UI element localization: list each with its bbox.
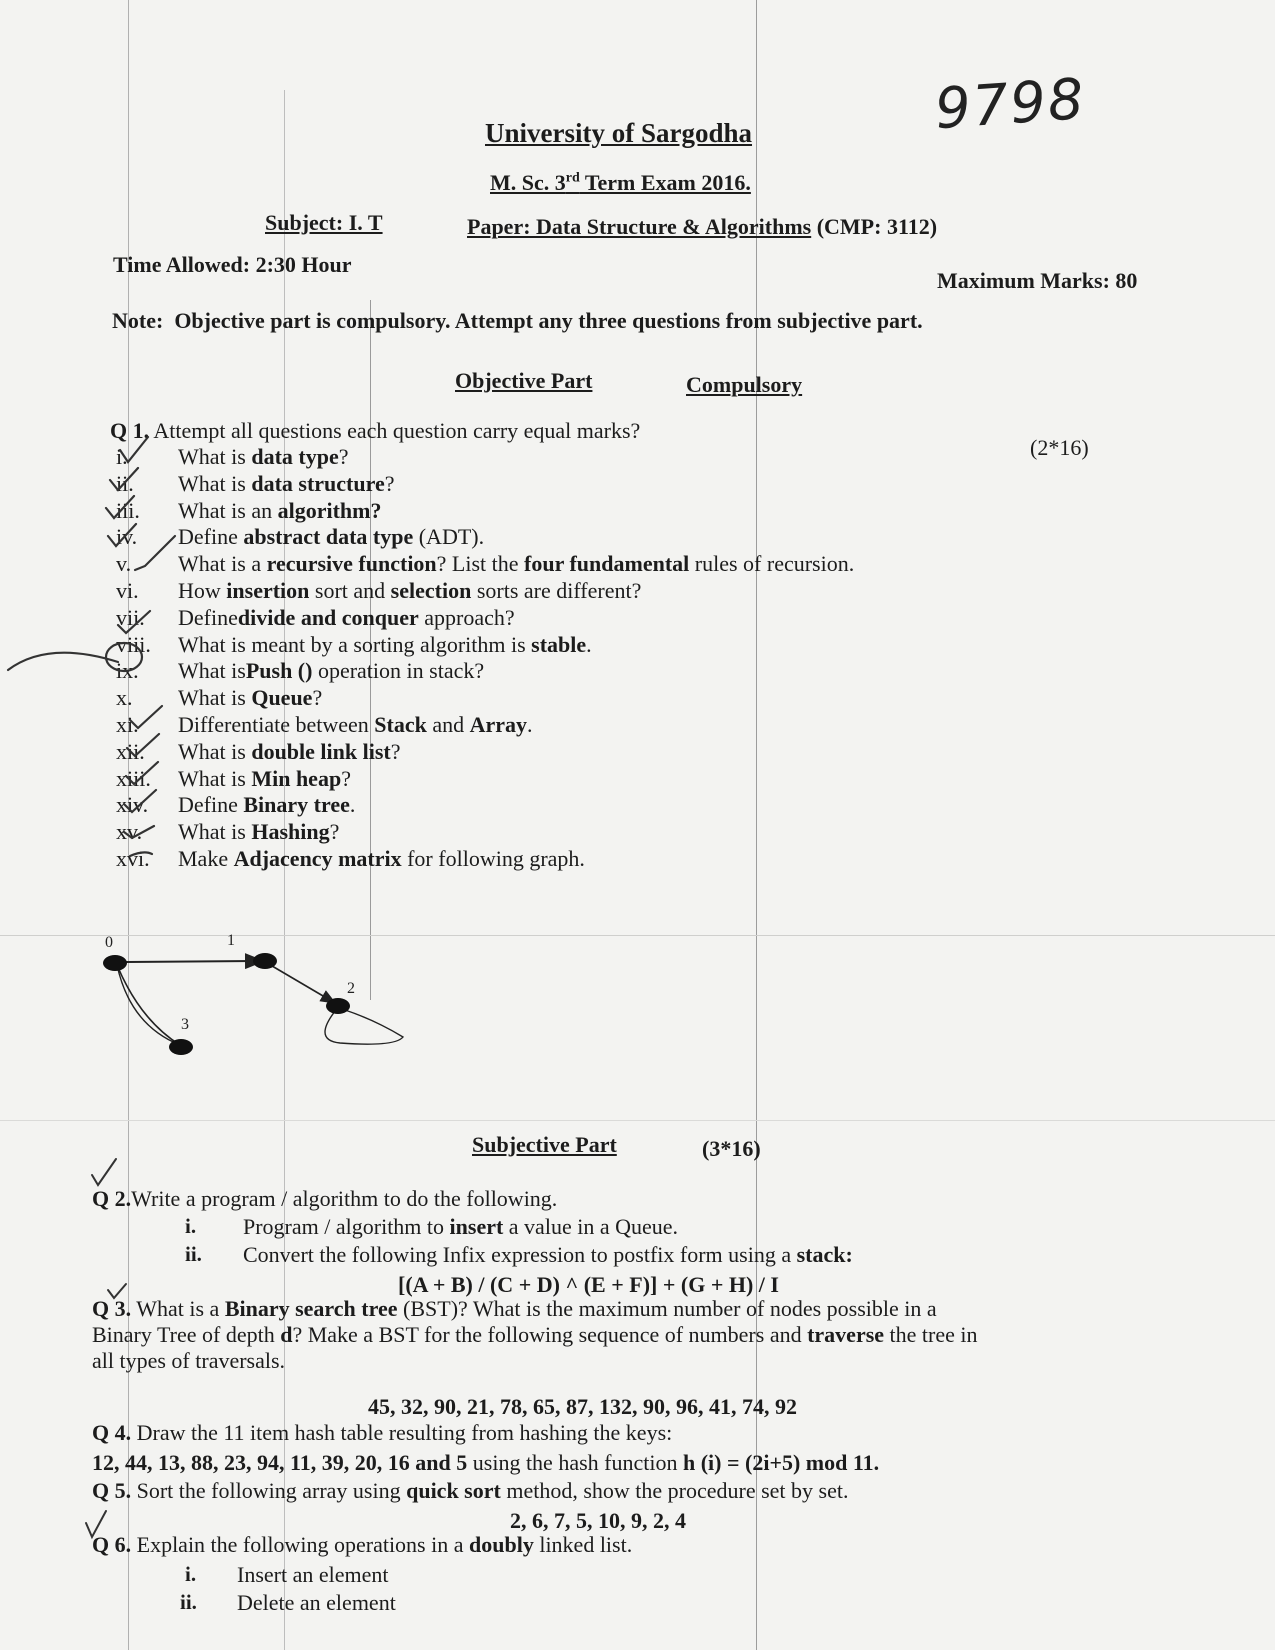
text-run: What is an [178, 497, 278, 523]
text-run: What is [178, 765, 252, 791]
text-run: four fundamental [524, 551, 690, 577]
q5-array: 2, 6, 7, 5, 10, 9, 2, 4 [510, 1508, 686, 1533]
text-run: recursive function [266, 551, 437, 577]
question-number: xvi. [116, 846, 150, 871]
graph-node-0 [103, 955, 127, 971]
maximum-marks: Maximum Marks: 80 [937, 268, 1138, 293]
text-run: Define [178, 524, 244, 550]
text-run: What is [178, 470, 252, 496]
text-run: ? Make a BST for the following sequence of numbers and [292, 1322, 808, 1347]
compulsory-heading: Compulsory [686, 372, 803, 397]
text-run: Convert the following Infix expression to postfix form using a [243, 1242, 797, 1267]
q4-line2 [92, 1450, 879, 1476]
question-number: ix. [116, 658, 139, 684]
time-allowed: Time Allowed: 2:30 Hour [113, 252, 352, 277]
graph-node-1 [253, 953, 277, 969]
question-number: xiii. [116, 765, 151, 791]
text-run: insertion [226, 578, 310, 603]
text-run: Queue [251, 685, 313, 711]
text-run: What is [178, 444, 252, 469]
graph-label-3: 3 [181, 1016, 189, 1033]
question-number: xv. [116, 819, 143, 845]
text-run: What is [178, 658, 246, 684]
text-run: data structure [251, 470, 385, 496]
question-number: vi. [116, 578, 139, 603]
q3-line2 [92, 1322, 978, 1348]
q6-ii-text: Delete an element [237, 1590, 396, 1615]
text-run: approach? [418, 604, 515, 630]
text-run: Define [178, 604, 238, 630]
text-run: Binary search tree [224, 1296, 398, 1321]
text-run: How [178, 578, 227, 603]
q3-line3: all types of traversals. [92, 1348, 286, 1373]
q4-line1: Q 4. Draw the 11 item hash table resulting from hashing the keys: [92, 1420, 673, 1445]
question-number: iv. [116, 524, 138, 550]
question-text [178, 766, 351, 792]
text-run: ? [338, 444, 349, 469]
text-run: the tree in [884, 1322, 978, 1347]
text-run: . [586, 631, 592, 657]
q6-text: Q 6. Explain the following operations in a doubly linked list. [92, 1532, 633, 1557]
text-run: quick sort [406, 1478, 501, 1503]
subjective-marks: (3*16) [702, 1136, 761, 1161]
text-run: ? [390, 738, 401, 764]
q1-instruction: Q 1. Attempt all questions each question carry equal marks? [110, 418, 641, 443]
note: Note: Objective part is compulsory. Attempt any three questions from subjective part. [112, 308, 923, 333]
question-number: xiv. [116, 792, 149, 818]
q5-text: Q 5. Sort the following array using quick sort method, show the procedure set by set. [92, 1478, 849, 1503]
text-run: Binary Tree of depth [92, 1322, 281, 1347]
question-text [178, 658, 484, 684]
q3-sequence: 45, 32, 90, 21, 78, 65, 87, 132, 90, 96, 41, 74, 92 [368, 1394, 797, 1419]
text-run: (ADT). [413, 524, 485, 550]
question-number: ii. [116, 470, 134, 496]
q6-i-num: i. [185, 1562, 197, 1586]
text-run: traverse [807, 1322, 885, 1347]
handwritten-tick-marks [0, 430, 180, 890]
text-run: Adjacency matrix [233, 846, 402, 871]
subjective-tick-marks [80, 1155, 140, 1545]
question-text [178, 632, 592, 658]
text-run: method, show the procedure set by set. [500, 1478, 849, 1503]
text-run: and [426, 712, 470, 737]
q2-i-num: i. [185, 1214, 197, 1238]
exam-title: M. Sc. 3rd Term Exam 2016. [490, 170, 751, 195]
q2-text: Q 2.Write a program / algorithm to do the following. [92, 1186, 558, 1211]
text-run: doubly [469, 1532, 534, 1557]
text-run: Program / algorithm to [243, 1214, 450, 1239]
text-run: insert [449, 1214, 504, 1239]
q3-line1: Q 3. What is a Binary search tree (BST)? What is the maximum number of nodes possible in a [92, 1296, 937, 1321]
question-text [178, 685, 322, 711]
graph-label-1: 1 [227, 932, 235, 949]
text-run: 12, 44, 13, 88, 23, 94, 11, 39, 20, 16 and 5 [92, 1450, 468, 1475]
question-text [178, 444, 348, 470]
text-run: Make [178, 846, 234, 871]
edge-1-2 [267, 963, 335, 1003]
text-run: What is [178, 685, 252, 711]
text-run: Binary tree [243, 792, 350, 818]
text-run: ? [312, 685, 323, 711]
text-run: (BST)? What is the maximum number of nodes possible in a [397, 1296, 937, 1321]
objective-heading: Objective Part [455, 368, 593, 393]
paper-title: Paper: Data Structure & Algorithms (CMP: 3112) [467, 214, 938, 239]
edge-0-1 [120, 961, 263, 962]
text-run: What is a [131, 1296, 225, 1321]
text-run: ? List the [436, 551, 525, 577]
university-title: University of Sargodha [485, 118, 753, 148]
question-number: v. [116, 551, 132, 577]
subjective-heading: Subjective Part [472, 1132, 617, 1157]
question-number: i. [116, 444, 128, 469]
question-number: x. [116, 685, 133, 711]
text-run: What is [178, 738, 252, 764]
text-run: What is a [178, 551, 267, 577]
text-run: sorts are different? [471, 578, 642, 603]
graph-node-2 [326, 998, 350, 1014]
text-run: Stack [374, 712, 427, 737]
text-run: a value in a Queue. [503, 1214, 678, 1239]
subject-label: Subject: I. T [265, 210, 383, 235]
text-run: data type [251, 444, 339, 469]
question-text [178, 712, 533, 738]
text-run: Array [469, 712, 528, 737]
question-text [178, 551, 854, 577]
text-run: What is meant by a sorting algorithm is [178, 631, 532, 657]
text-run: algorithm? [277, 497, 382, 523]
text-run: . [527, 712, 533, 737]
q2-ii-num: ii. [185, 1242, 202, 1266]
handwritten-number: 9798 [932, 66, 1088, 143]
question-text [178, 524, 484, 550]
text-run: What is [178, 819, 252, 845]
question-number: xii. [116, 738, 145, 764]
question-number: viii. [116, 631, 151, 657]
text-run: ? [341, 765, 351, 791]
text-run: sort and [309, 578, 391, 603]
question-number: xi. [116, 712, 139, 737]
text-run: using the hash function [467, 1450, 683, 1475]
q6-i-text: Insert an element [237, 1562, 389, 1587]
question-text [178, 792, 355, 818]
question-number: vii. [116, 604, 145, 630]
text-run: d [280, 1322, 293, 1347]
text-run: Differentiate between [178, 712, 375, 737]
q2-i-text [243, 1214, 678, 1240]
question-text [178, 819, 339, 845]
graph-diagram [95, 925, 415, 1060]
q2-infix-expression: [(A + B) / (C + D) ^ (E + F)] + (G + H) / I [398, 1272, 779, 1297]
edge-3-0 [117, 965, 180, 1045]
text-run: Push () [245, 658, 313, 684]
question-text [178, 578, 641, 604]
text-run: Min heap [251, 765, 342, 791]
text-run: linked list. [533, 1532, 633, 1557]
q6-ii-num: ii. [180, 1590, 197, 1614]
text-run: stack: [796, 1242, 853, 1267]
text-run: divide and conquer [237, 604, 419, 630]
graph-label-0: 0 [105, 934, 113, 951]
text-run: for following graph. [401, 846, 585, 871]
graph-label-2: 2 [347, 980, 355, 997]
text-run: Sort the following array using [131, 1478, 407, 1503]
text-run: operation in stack? [312, 658, 485, 684]
text-run: selection [390, 578, 472, 603]
question-text [178, 846, 585, 872]
question-text [178, 605, 515, 631]
text-run: Explain the following operations in a [131, 1532, 469, 1557]
text-run: rules of recursion. [689, 551, 855, 577]
question-text [178, 498, 381, 524]
q1-marks: (2*16) [1030, 435, 1089, 460]
fold-line-h [0, 1120, 1275, 1121]
text-run: double link list [251, 738, 391, 764]
question-text [178, 739, 400, 765]
text-run: ? [384, 470, 395, 496]
q2-ii-text [243, 1242, 853, 1268]
text-run: stable [531, 631, 587, 657]
edge-0-3 [117, 965, 180, 1045]
text-run: abstract data type [243, 524, 414, 550]
text-run: . [349, 792, 356, 818]
text-run: ? [329, 819, 340, 845]
text-run: h (i) = (2i+5) mod 11. [682, 1450, 880, 1475]
question-number: iii. [116, 497, 140, 523]
text-run: Define [178, 792, 244, 818]
text-run: Hashing [251, 819, 330, 845]
question-text [178, 471, 395, 497]
graph-node-3 [169, 1039, 193, 1055]
